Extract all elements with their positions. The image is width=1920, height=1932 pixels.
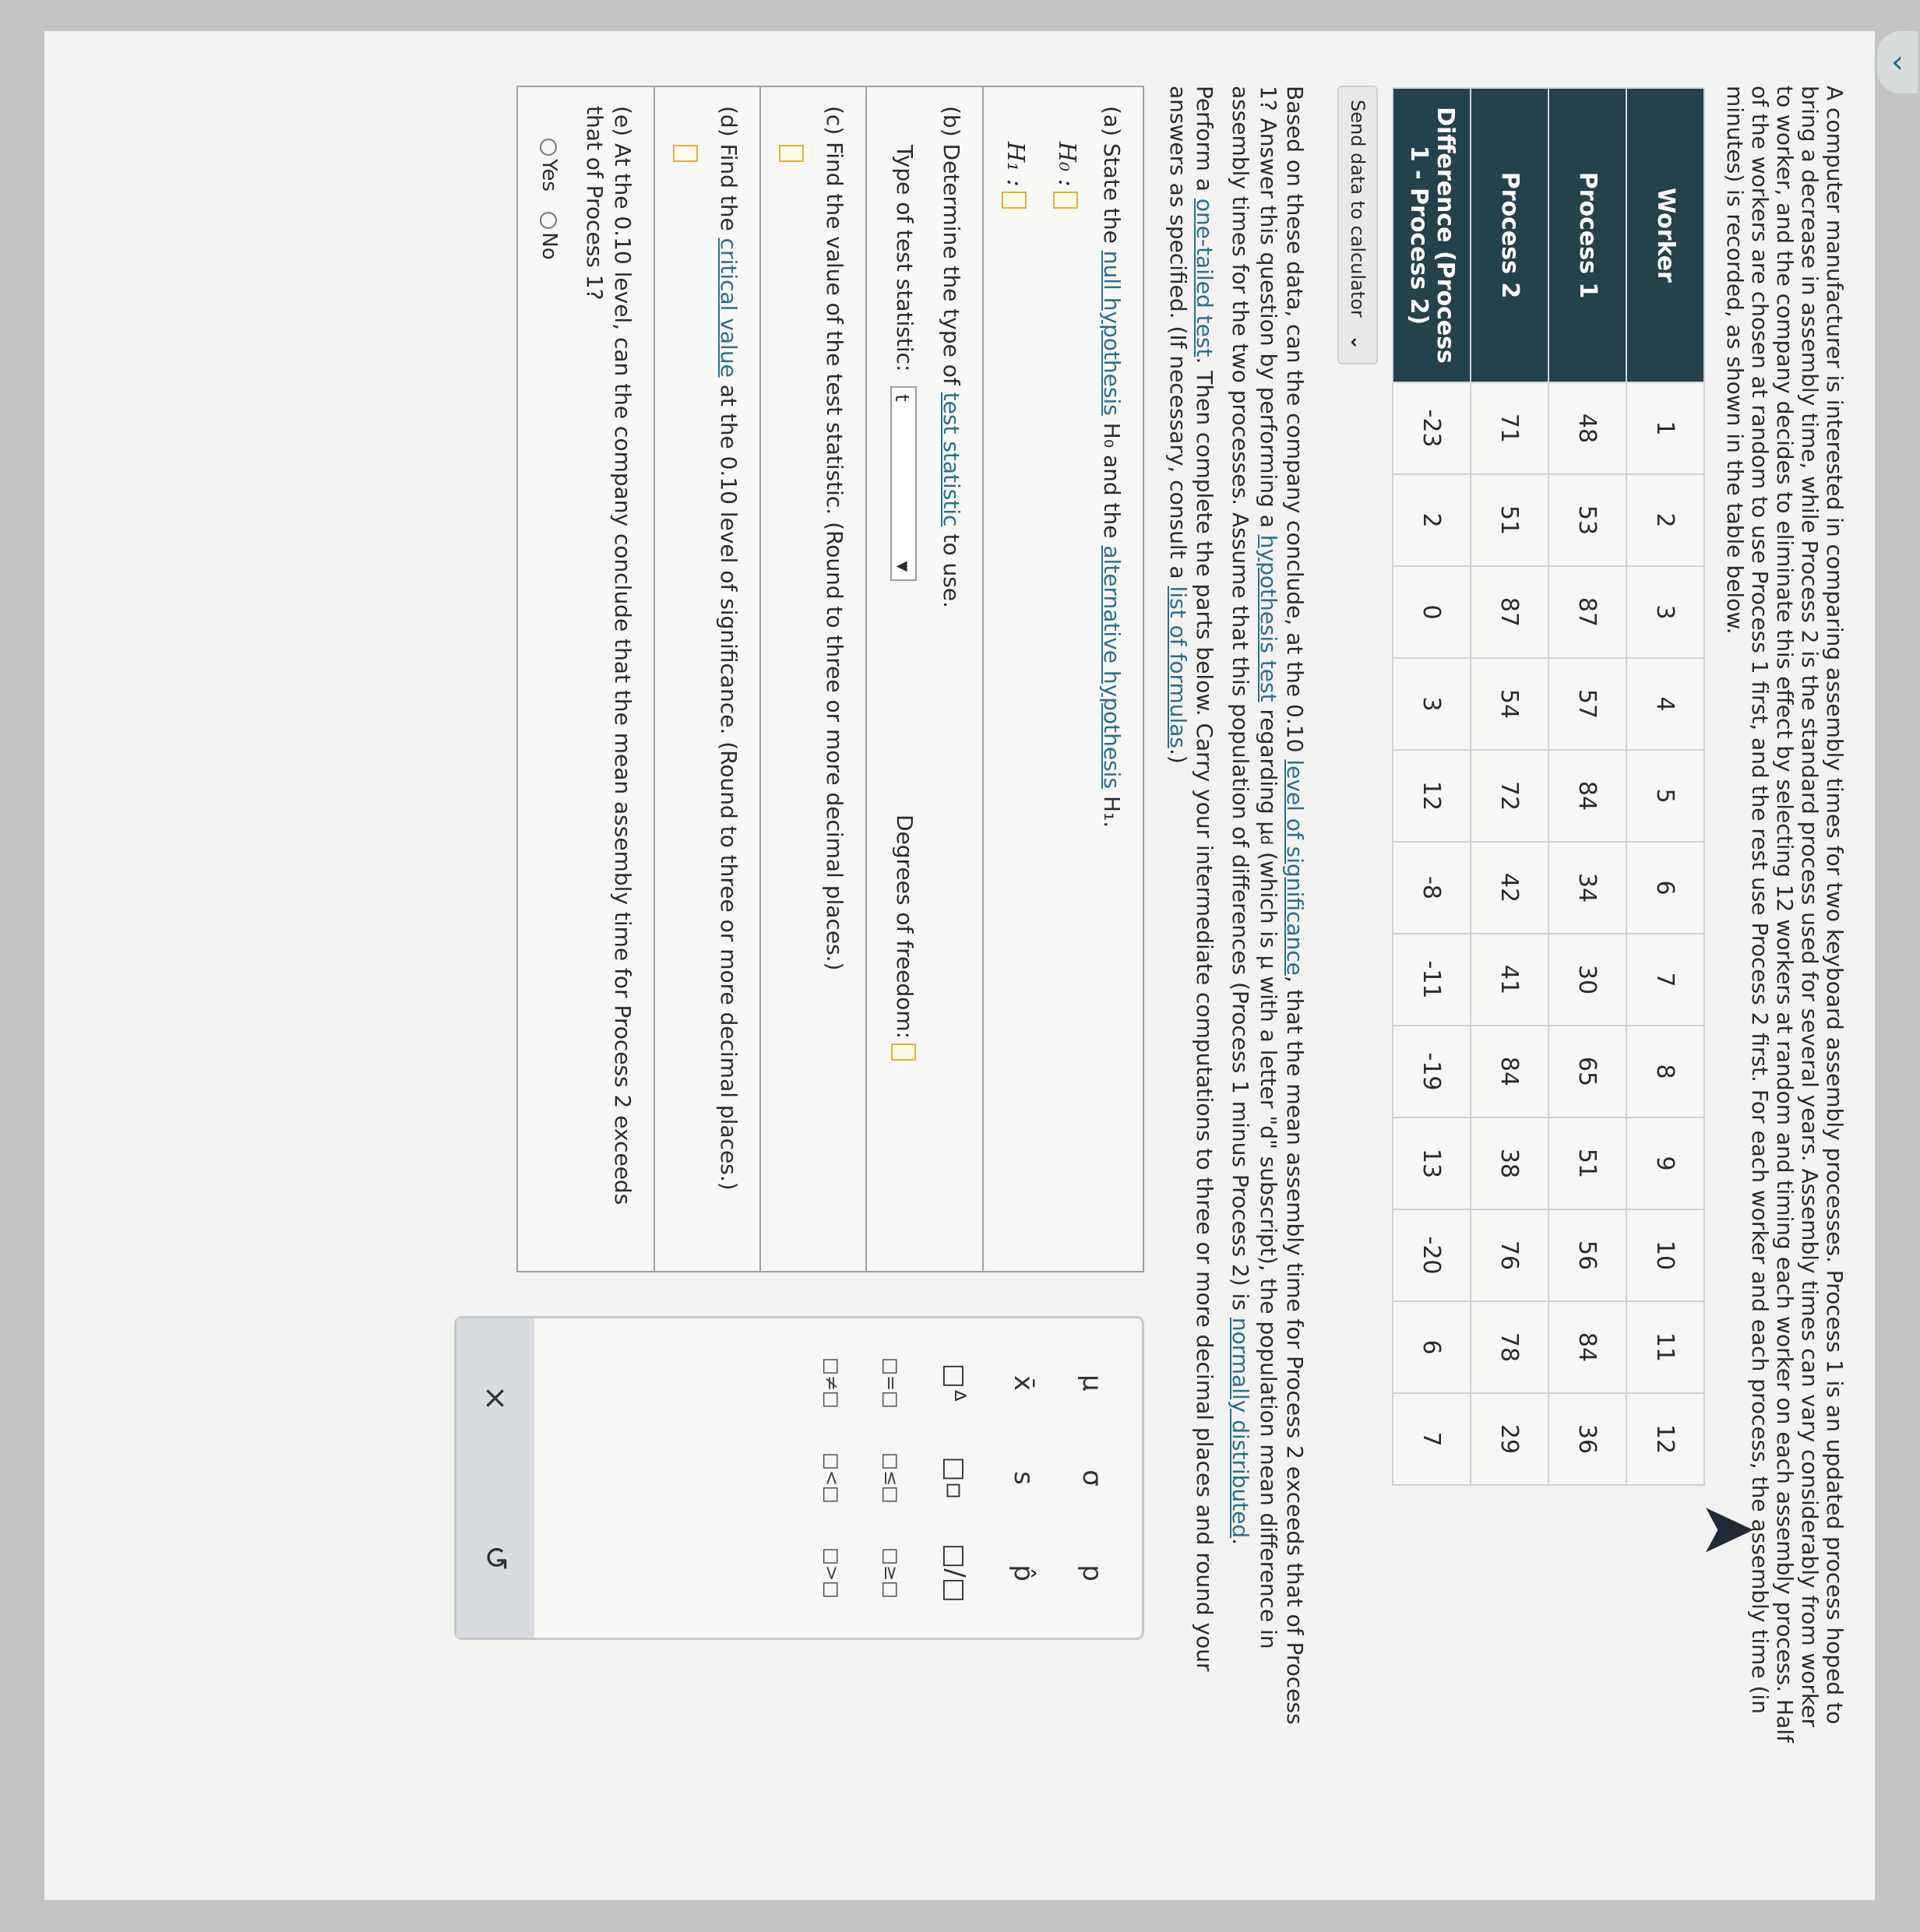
clear-icon[interactable]: × [477, 1385, 513, 1412]
table-cell: 9 [1626, 1117, 1704, 1209]
row-header: Worker [1626, 88, 1704, 382]
part-a-prompt [1097, 106, 1126, 1252]
assignment-page [44, 31, 1875, 1900]
critical-value-input[interactable] [673, 145, 698, 162]
table-row [1548, 88, 1626, 1485]
h1-answer-input[interactable] [1002, 192, 1027, 209]
table-cell: 76 [1471, 1209, 1548, 1301]
part-d-text: (d) Find the [716, 106, 742, 231]
null-hypothesis-link[interactable]: null hypothesis [1099, 250, 1125, 416]
table-cell: 56 [1548, 1209, 1626, 1301]
part-a [982, 87, 1143, 1271]
table-cell: 0 [1393, 566, 1471, 658]
problem-intro: A computer manufacturer is interested in comparing assembly times for two keyboard assembly processes. Process 1 is an updated process hoped to bring a decrease in assembly time, while Process 2 is the standard process used for several years. Assembly times can vary considerably from worker to worker, and the company decides to eliminate this effect by selecting 12 workers at random and timing each worker on each assembly process. Half of the workers are chosen at random to use Process 1 first, and the rest use Process 2 first. For each worker and each process, the assembly time (in minutes) is recorded, as shown in the table below. [1722, 86, 1848, 1743]
row-header: Process 2 [1471, 88, 1548, 382]
q-text: Based on these data, can the company conclude, at the 0.10 [1282, 86, 1308, 753]
table-cell: 10 [1626, 1209, 1704, 1301]
table-cell: 3 [1393, 658, 1471, 750]
yes-option[interactable] [537, 139, 561, 192]
no-label: No [537, 232, 561, 260]
normally-distributed-link[interactable]: normally distributed [1228, 1317, 1253, 1539]
table-cell: 65 [1548, 1026, 1626, 1117]
table-cell: 48 [1548, 382, 1626, 474]
table-cell: 12 [1393, 750, 1471, 842]
question-paragraph: Based on these data, can the company conclude, at the 0.10 level of significance, that the mean assembly time for Process 2 exceeds that of Process 1? Answer this question by performing a hypothesis test regarding μd (which is μ with a letter "d" subscript), the population mean difference in assembly times for the two processes. Assume that this population of differences (Process 1 minus Process 2) is normally distributed. [1228, 86, 1308, 1725]
table-cell: 4 [1626, 658, 1704, 750]
table-cell: -20 [1393, 1209, 1471, 1301]
part-c [759, 87, 865, 1271]
h0-answer-input[interactable] [1053, 192, 1078, 209]
q-text: Perform a [1192, 86, 1217, 192]
part-d-text: at the 0.10 level of significance. (Round to three or more decimal places.) [716, 384, 742, 1191]
q-text: (which is μ with a letter "d" subscript), the population mean difference in assembly times for the two processes. Assume that this population of differences (Process 1 minus Process 2) is [1228, 86, 1281, 1649]
one-tailed-test-link[interactable]: one-tailed test [1192, 198, 1217, 357]
table-cell: 84 [1471, 1026, 1548, 1117]
palette-actions [456, 1318, 534, 1638]
palette-symbol-button[interactable]: σ [1076, 1469, 1108, 1487]
level-of-significance-link[interactable]: level of significance [1282, 759, 1308, 976]
symbol-palette [454, 1316, 1144, 1640]
mouse-cursor-icon: ➤ [1698, 1487, 1757, 1569]
list-of-formulas-link[interactable]: list of formulas [1165, 586, 1191, 749]
table-row [1626, 88, 1704, 1485]
part-b [865, 87, 982, 1271]
palette-symbol-button[interactable]: □ᐞ [939, 1363, 971, 1403]
table-cell: -19 [1393, 1026, 1471, 1117]
q-text: .) [1165, 748, 1191, 764]
table-cell: 12 [1626, 1393, 1704, 1485]
row-header: Process 1 [1548, 88, 1626, 382]
data-table [1392, 87, 1705, 1486]
no-radio[interactable] [541, 212, 558, 229]
degrees-of-freedom-label: Degrees of freedom: [892, 815, 918, 1040]
part-e-options [535, 139, 563, 1252]
table-cell: 13 [1393, 1117, 1471, 1209]
send-label: Send data to calculator [1347, 100, 1369, 318]
table-cell: 36 [1548, 1393, 1626, 1485]
table-cell: 6 [1626, 842, 1704, 934]
palette-symbol-button[interactable]: □≥□ [880, 1547, 902, 1599]
palette-grid [821, 1318, 1142, 1638]
test-statistic-select[interactable] [890, 386, 917, 581]
table-cell: 7 [1626, 934, 1704, 1026]
undo-icon[interactable]: ↺ [477, 1544, 513, 1571]
part-a-text: (a) State the [1099, 106, 1125, 244]
table-cell: -8 [1393, 842, 1471, 934]
table-cell: 84 [1548, 750, 1626, 842]
h1-label: H₁ : [1002, 142, 1029, 187]
q-text: . Then complete the parts below. Carry your intermediate computations to three or more decimal places and round your answers as specified. (If necessary, consult a [1165, 86, 1217, 1672]
table-cell: -23 [1393, 382, 1471, 474]
no-option[interactable] [537, 212, 561, 259]
table-cell: -11 [1393, 934, 1471, 1026]
palette-symbol-button[interactable]: □≠□ [821, 1357, 843, 1409]
table-cell: 51 [1548, 1117, 1626, 1209]
mu-subscript: d [1257, 835, 1276, 846]
part-e [518, 87, 654, 1271]
table-cell: 87 [1471, 566, 1548, 658]
table-cell: 11 [1626, 1301, 1704, 1393]
yes-label: Yes [537, 159, 561, 192]
h1-row [1001, 142, 1029, 1252]
degrees-of-freedom-input[interactable] [891, 1043, 916, 1061]
table-cell: 42 [1471, 842, 1548, 934]
back-chevron-icon[interactable]: ‹ [1877, 31, 1918, 93]
part-a-text: H₀ and the [1099, 422, 1125, 539]
h0-row [1052, 142, 1080, 1252]
table-cell: 78 [1471, 1301, 1548, 1393]
test-statistic-type-label: Type of test statistic: [892, 145, 918, 372]
test-statistic-link[interactable]: test statistic [939, 392, 964, 527]
table-row [1393, 88, 1471, 1485]
part-b-text: to use. [939, 533, 964, 608]
table-cell: 71 [1471, 382, 1548, 474]
alternative-hypothesis-link[interactable]: alternative hypothesis [1099, 545, 1125, 790]
answer-panel [516, 86, 1144, 1272]
part-d [654, 87, 759, 1271]
palette-symbol-button[interactable]: μ [1076, 1374, 1108, 1392]
table-cell: 8 [1626, 1026, 1704, 1117]
send-data-to-calculator-button[interactable] [1337, 86, 1378, 364]
table-cell: 7 [1393, 1393, 1471, 1485]
table-cell: 72 [1471, 750, 1548, 842]
table-cell: 1 [1626, 382, 1704, 474]
table-cell: 34 [1548, 842, 1626, 934]
dropdown-triangle-icon: ▼ [894, 561, 911, 572]
q-text: regarding μ [1256, 709, 1281, 836]
table-cell: 41 [1471, 934, 1548, 1026]
table-cell: 53 [1548, 474, 1626, 566]
test-statistic-selected: t [891, 394, 913, 402]
part-c-prompt: (c) Find the value of the test statistic. (Round to three or more decimal places.) [822, 106, 847, 971]
table-cell: 3 [1626, 566, 1704, 658]
palette-symbol-button[interactable]: □▫ [939, 1456, 971, 1500]
instruction-paragraph [1164, 86, 1217, 1752]
table-cell: 54 [1471, 658, 1548, 750]
table-cell: 6 [1393, 1301, 1471, 1393]
palette-symbol-button[interactable]: □/□ [939, 1543, 971, 1603]
part-b-prompt [937, 106, 965, 1252]
work-area [334, 86, 1144, 1846]
row-header: Difference (Process 1 - Process 2) [1393, 88, 1471, 382]
palette-symbol-button[interactable]: □>□ [821, 1547, 843, 1599]
part-b-answers [884, 145, 918, 1252]
palette-symbol-button[interactable]: □≤□ [880, 1452, 902, 1504]
table-cell: 29 [1471, 1393, 1548, 1485]
yes-radio[interactable] [541, 139, 558, 156]
palette-symbol-button[interactable]: □=□ [880, 1357, 902, 1409]
table-cell: 57 [1548, 658, 1626, 750]
palette-symbol-button[interactable]: p̂ [1008, 1564, 1039, 1582]
table-cell: 2 [1393, 474, 1471, 566]
palette-symbol-button[interactable]: s [1008, 1471, 1039, 1485]
table-cell: 87 [1548, 566, 1626, 658]
part-b-text: (b) Determine the type of [939, 106, 964, 385]
h0-label: H₀ : [1053, 142, 1080, 187]
palette-symbol-button[interactable]: p [1076, 1564, 1108, 1582]
table-cell: 30 [1548, 934, 1626, 1026]
q-text: , that the mean assembly time for Process 2 exceeds that of Process 1? Answer this question by performing a [1256, 86, 1308, 1725]
table-cell: 38 [1471, 1117, 1548, 1209]
table-row [1471, 88, 1548, 1485]
hypothesis-test-link[interactable]: hypothesis test [1256, 534, 1281, 702]
table-cell: 5 [1626, 750, 1704, 842]
table-cell: 51 [1471, 474, 1548, 566]
chevron-down-icon: ⌄ [1347, 334, 1369, 350]
palette-symbol-button[interactable]: x̄ [1008, 1374, 1039, 1392]
test-statistic-value-input[interactable] [779, 145, 804, 162]
table-cell: 84 [1548, 1301, 1626, 1393]
critical-value-link[interactable]: critical value [716, 238, 742, 378]
degrees-of-freedom-row [890, 815, 918, 1061]
part-d-prompt [714, 106, 742, 1252]
palette-symbol-button[interactable]: □<□ [821, 1452, 843, 1504]
part-a-text: H₁. [1099, 795, 1125, 829]
table-cell: 2 [1626, 474, 1704, 566]
part-e-prompt: (e) At the 0.10 level, can the company conclude that the mean assembly time for Process 2 exceeds that of Process 1? [582, 106, 636, 1205]
